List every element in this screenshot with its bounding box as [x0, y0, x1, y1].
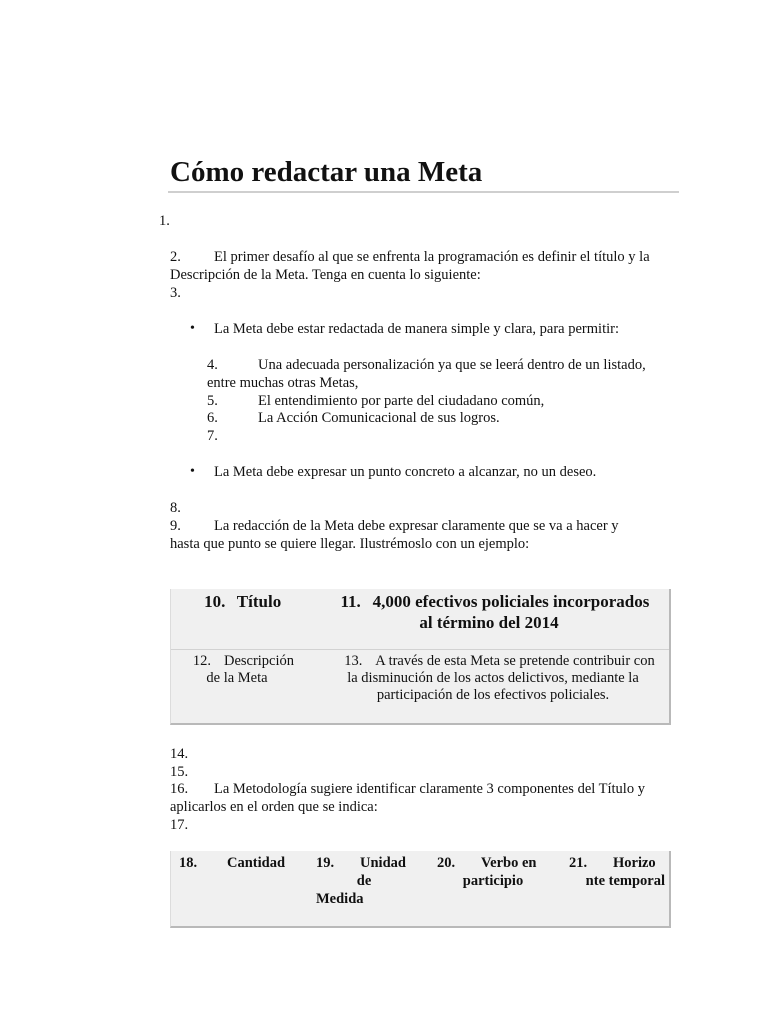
- sub-item-text: El entendimiento por parte del ciudadano común,: [258, 393, 545, 409]
- bullet-item: La Meta debe estar redactada de manera simple y clara, para permitir:: [214, 321, 619, 337]
- cell-text: de: [356, 873, 372, 889]
- cell-number: 19.: [316, 855, 335, 871]
- sub-item-6: [207, 410, 500, 427]
- cell-text: al término del 2014: [419, 613, 559, 632]
- meta-example-table: [170, 589, 671, 725]
- page-title: Cómo redactar una Meta: [170, 156, 483, 188]
- paragraph-text: Descripción de la Meta. Tenga en cuenta lo siguiente:: [170, 267, 481, 283]
- paragraph-text: La redacción de la Meta debe expresar claramente que se va a hacer y: [214, 518, 619, 534]
- table-header-meta-title: [317, 591, 661, 633]
- list-number: 4.: [207, 357, 218, 373]
- cell-text: Descripción: [223, 653, 295, 669]
- list-number: 5.: [207, 393, 218, 409]
- cell-text: participio: [462, 873, 524, 889]
- title-divider: [168, 191, 679, 193]
- list-number: 8.: [170, 500, 181, 516]
- paragraph-9: [170, 518, 619, 535]
- list-number: 7.: [207, 428, 218, 444]
- cell-number: 10.: [204, 592, 226, 611]
- cell-text: participación de los efectivos policiales.: [376, 687, 610, 703]
- cell-number: 13.: [344, 653, 363, 669]
- cell-text: Horizo: [613, 855, 656, 871]
- paragraph-2: [170, 249, 650, 266]
- list-number: 14.: [170, 746, 189, 762]
- cell-text: Título: [236, 592, 282, 611]
- component-verbo-participio: [437, 854, 549, 890]
- list-number: 2.: [170, 249, 181, 265]
- component-horizonte-temporal: [569, 854, 665, 890]
- paragraph-text: La Metodología sugiere identificar claramente 3 componentes del Título y: [214, 781, 645, 797]
- bullet-dot: •: [190, 321, 195, 336]
- list-number: 17.: [170, 817, 189, 833]
- paragraph-text: aplicarlos en el orden que se indica:: [170, 799, 378, 815]
- cell-text: Verbo en: [481, 855, 537, 871]
- cell-text: la disminución de los actos delictivos, mediante la: [347, 670, 639, 686]
- sub-item-text: Una adecuada personalización ya que se leerá dentro de un listado,: [258, 357, 646, 373]
- paragraph-text: El primer desafío al que se enfrenta la programación es definir el título y la: [214, 249, 650, 265]
- table-header-titulo: [171, 591, 303, 612]
- sub-item-4: [207, 357, 646, 374]
- list-number: 1.: [159, 213, 170, 229]
- cell-text: A través de esta Meta se pretende contribuir con: [375, 653, 655, 669]
- cell-text: 4,000 efectivos policiales incorporados: [372, 592, 650, 611]
- cell-text: Cantidad: [227, 855, 286, 871]
- bullet-item: La Meta debe expresar un punto concreto a alcanzar, no un deseo.: [214, 464, 597, 480]
- bullet-dot: •: [190, 464, 195, 479]
- table-cell-descripcion-label: [171, 653, 303, 687]
- list-number: 3.: [170, 285, 181, 301]
- cell-text: Unidad: [360, 855, 406, 871]
- paragraph-16: [170, 781, 645, 798]
- cell-number: 12.: [192, 653, 212, 669]
- cell-number: 18.: [179, 855, 198, 871]
- cell-number: 21.: [569, 855, 588, 871]
- cell-number: 11.: [340, 592, 361, 611]
- list-number: 15.: [170, 764, 189, 780]
- cell-number: 20.: [437, 855, 456, 871]
- components-table: [170, 851, 671, 928]
- paragraph-text: hasta que punto se quiere llegar. Ilustrémoslo con un ejemplo:: [170, 536, 530, 552]
- list-number: 6.: [207, 410, 218, 426]
- table-cell-descripcion-text: [317, 653, 669, 704]
- component-cantidad: [179, 854, 285, 872]
- cell-text: de la Meta: [206, 670, 268, 686]
- table-row-divider: [171, 649, 669, 650]
- sub-item-5: [207, 393, 544, 410]
- component-unidad-medida: [316, 854, 412, 908]
- sub-item-text: entre muchas otras Metas,: [207, 375, 359, 391]
- list-number: 9.: [170, 518, 181, 534]
- cell-text: Medida: [316, 891, 364, 907]
- cell-text: nte temporal: [585, 873, 665, 889]
- sub-item-text: La Acción Comunicacional de sus logros.: [258, 410, 500, 426]
- list-number: 16.: [170, 781, 189, 797]
